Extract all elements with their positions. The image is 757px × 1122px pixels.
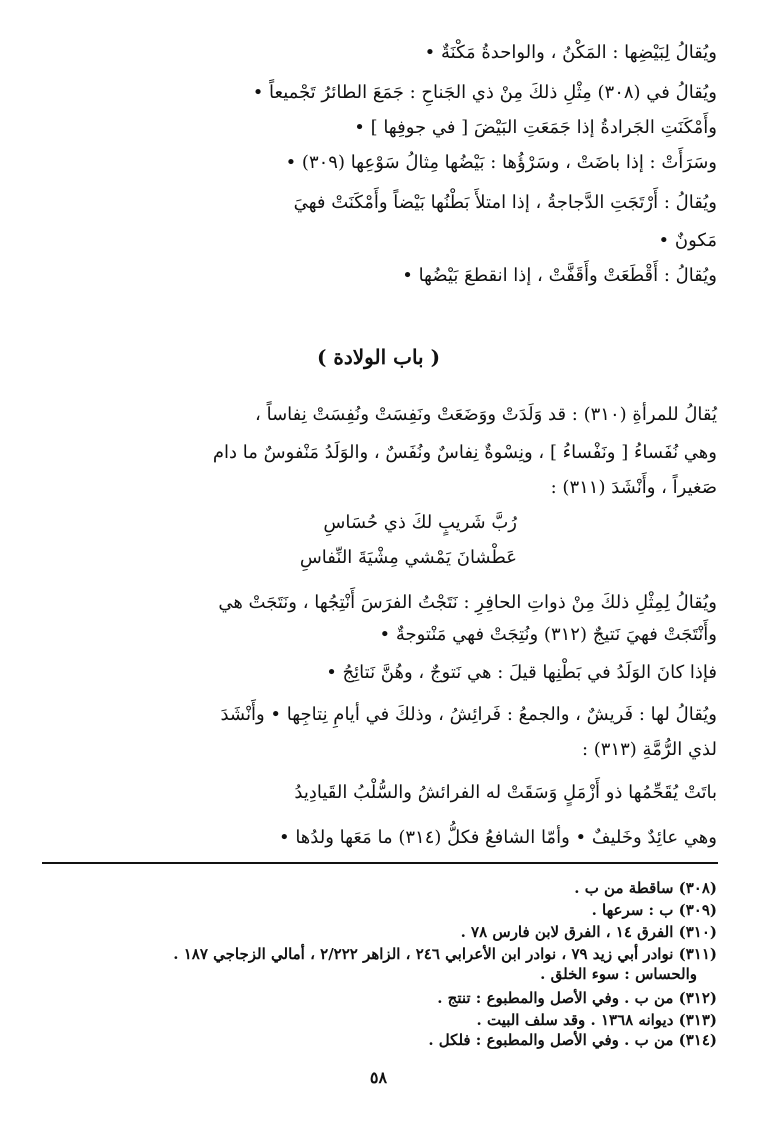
text-line: ويُقالُ لها : فَريشٌ ، والجمعُ : فَرائِشُ ، وذلكَ في أيامِ نِتاجِها • وأَنْشَدَ bbox=[220, 704, 717, 725]
poem-verse: رُبَّ شَريبٍ لكَ ذي حُسَاسِ bbox=[323, 512, 517, 533]
footnote: (٣١٠) الفرق ١٤ ، الفرق لابن فارس ٧٨ . bbox=[460, 923, 717, 941]
page-number: ٥٨ bbox=[369, 1068, 388, 1087]
text-line: ويُقالُ : أَقْطَعَتْ وأَقَفَّتْ ، إذا انقطعَ بَيْضُها • bbox=[402, 265, 717, 286]
footnote: (٣١٤) من ب . وفي الأصل والمطبوع : فلكل . bbox=[428, 1031, 717, 1049]
poem-verse: عَطْشانَ يَمْشي مِشْيَةَ النِّفاسِ bbox=[299, 547, 517, 568]
poem-verse: باتَتْ يُقَحِّمُها ذو أَزْمَلٍ وَسَقَتْ له الفرائشُ والسُّلْبُ القَيادِيدُ bbox=[294, 782, 717, 803]
footnote: (٣٠٨) ساقطة من ب . bbox=[574, 879, 717, 897]
text-line: ويُقالُ : أَرْتَجَتِ الدَّجاجةُ ، إذا امتلأَ بَطْنُها بَيْضاً وأَمْكَنَتْ فهيَ bbox=[293, 192, 717, 213]
text-line: ويُقالُ في (٣٠٨) مِثْلِ ذلكَ مِنْ ذي الجَناحِ : جَمَعَ الطائرُ تَجْميعاً • bbox=[252, 82, 717, 103]
footnote: (٣١٢) من ب . وفي الأصل والمطبوع : تنتج . bbox=[437, 989, 717, 1007]
text-line: لذي الرُّمَّةِ (٣١٣) : bbox=[581, 739, 717, 760]
text-line: مَكونٌ • bbox=[658, 230, 717, 251]
footnote: (٣١٣) ديوانه ١٣٦٨ . وقد سلف البيت . bbox=[476, 1011, 717, 1029]
text-line: وأَنْتَجَتْ فهيَ نَتيجٌ (٣١٢) ونُتِجَتْ فهي مَنْتوجةٌ • bbox=[379, 624, 717, 645]
text-line: وأَمْكَنَتِ الجَرادةُ إذا جَمَعَتِ البَيْضَ [ في جوفِها ] • bbox=[354, 117, 717, 138]
footnote: والحساس : سوء الخلق . bbox=[540, 965, 697, 983]
text-line: ويُقالُ لِمِثْلِ ذلكَ مِنْ ذواتِ الحافِرِ : نَتَجْتُ الفرَسَ أَنْتِجُها ، ونَتَجَتْ هي bbox=[218, 592, 717, 613]
section-heading: ( باب الولادة ) bbox=[316, 345, 441, 369]
footnote-divider bbox=[42, 862, 718, 864]
text-line: يُقالُ للمرأةِ (٣١٠) : قد وَلَدَتْ ووَضَعَتْ ونَفِسَتْ ونُفِسَتْ نِفاساً ، bbox=[255, 404, 717, 425]
text-line: فإذا كانَ الوَلَدُ في بَطْنِها قيلَ : هي نَتوجٌ ، وهُنَّ نَتائِجُ • bbox=[326, 662, 717, 683]
text-line: صَغيراً ، وأَنْشَدَ (٣١١) : bbox=[550, 477, 717, 498]
footnote: (٣٠٩) ب : سرعها . bbox=[591, 901, 717, 919]
text-line: وسَرَأَتْ : إذا باضَتْ ، وسَرْؤُها : بَيْضُها مِثالُ سَوْعِها (٣٠٩) • bbox=[285, 152, 717, 173]
footnote: (٣١١) نوادر أبي زيد ٧٩ ، نوادر ابن الأعرابي ٢٤٦ ، الزاهر ٢/٢٢٢ ، أمالي الزجاجي ١٨٧ . bbox=[173, 945, 717, 963]
text-line: وهي نُفَساءُ [ ونَفْساءُ ] ، ونِسْوةٌ نِفاسٌ ونُفَسٌ ، والوَلَدُ مَنْفوسٌ ما دام bbox=[212, 442, 717, 463]
text-line: ويُقالُ لِبَيْضِها : المَكْنُ ، والواحدةُ مَكْنَةٌ • bbox=[424, 42, 717, 63]
text-line: وهي عائِدٌ وخَليفٌ • وأمّا الشافعُ فكلُّ (٣١٤) ما مَعَها ولدُها • bbox=[278, 827, 717, 848]
